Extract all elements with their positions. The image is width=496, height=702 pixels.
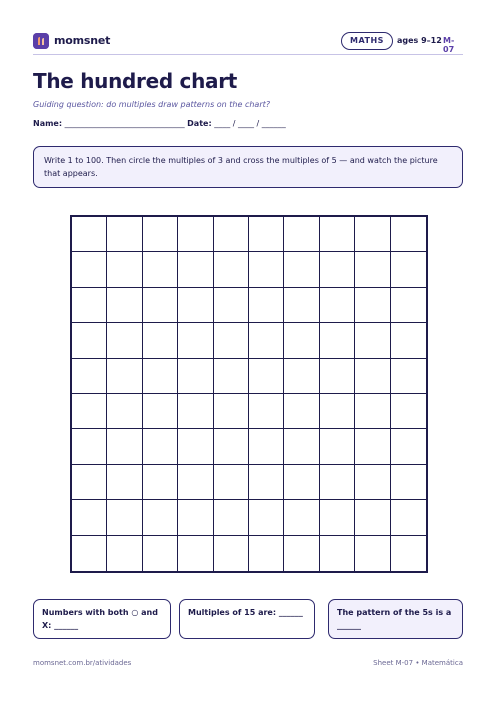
grid-cell <box>320 536 355 571</box>
grid-cell <box>214 394 249 429</box>
grid-cell <box>178 465 213 500</box>
hundred-chart <box>70 215 428 573</box>
grid-cell <box>249 429 284 464</box>
grid-cell <box>320 217 355 252</box>
grid-cell <box>214 323 249 358</box>
grid-cell <box>249 323 284 358</box>
answer-box-pattern-5s <box>328 599 463 639</box>
grid-cell <box>284 394 319 429</box>
grid-cell <box>143 288 178 323</box>
grid-cell <box>107 288 142 323</box>
grid-cell <box>143 500 178 535</box>
grid-cell <box>355 359 390 394</box>
grid-cell <box>214 536 249 571</box>
grid-cell <box>355 394 390 429</box>
grid-cell <box>284 536 319 571</box>
grid-cell <box>355 252 390 287</box>
answer-box-pattern-5s-text: The pattern of the 5s is a ______ <box>337 608 452 630</box>
grid-cell <box>355 465 390 500</box>
grid-cell <box>355 288 390 323</box>
date-blank: ____ / ____ / ______ <box>214 119 286 128</box>
grid-cell <box>391 429 426 464</box>
grid-cell <box>178 217 213 252</box>
grid-cell <box>284 359 319 394</box>
grid-cell <box>143 394 178 429</box>
grid-cell <box>143 429 178 464</box>
page-title: The hundred chart <box>33 69 238 93</box>
grid-cell <box>320 288 355 323</box>
grid-cell <box>72 252 107 287</box>
grid-cell <box>72 359 107 394</box>
grid-cell <box>72 288 107 323</box>
grid-cell <box>107 323 142 358</box>
grid-cell <box>320 465 355 500</box>
grid-cell <box>355 536 390 571</box>
grid-cell <box>143 252 178 287</box>
grid-cell <box>72 536 107 571</box>
grid-cell <box>214 217 249 252</box>
grid-cell <box>320 429 355 464</box>
grid-cell <box>107 500 142 535</box>
header <box>33 32 463 54</box>
grid-cell <box>249 394 284 429</box>
grid-cell <box>391 500 426 535</box>
grid-cell <box>178 323 213 358</box>
grid-cell <box>143 323 178 358</box>
grid-cell <box>391 252 426 287</box>
grid-cell <box>178 429 213 464</box>
grid-cell <box>143 359 178 394</box>
grid-cell <box>107 394 142 429</box>
grid-cell <box>391 359 426 394</box>
grid-cell <box>249 359 284 394</box>
grid-cell <box>391 465 426 500</box>
grid-cell <box>143 465 178 500</box>
grid-cell <box>249 500 284 535</box>
grid-cell <box>284 429 319 464</box>
grid-cell <box>107 217 142 252</box>
grid-cell <box>178 536 213 571</box>
grid-cell <box>284 252 319 287</box>
footer-url: momsnet.com.br/atividades <box>33 659 132 667</box>
grid-cell <box>107 465 142 500</box>
grid-cell <box>72 500 107 535</box>
grid-cell <box>72 394 107 429</box>
grid-cell <box>107 536 142 571</box>
grid-cell <box>320 500 355 535</box>
name-blank: ______________________________ <box>64 119 185 128</box>
grid-cell <box>355 500 390 535</box>
grid-cell <box>214 465 249 500</box>
grid-cell <box>178 500 213 535</box>
grid-cell <box>214 500 249 535</box>
grid-cell <box>320 359 355 394</box>
footer-sheet-info: Sheet M-07 • Matemática <box>373 659 463 667</box>
grid-cell <box>107 359 142 394</box>
answer-box-multiples-15 <box>179 599 315 639</box>
answer-box-multiples-15-text: Multiples of 15 are: ______ <box>188 608 303 617</box>
grid-cell <box>72 217 107 252</box>
grid-cell <box>143 536 178 571</box>
grid-cell <box>249 465 284 500</box>
grid-cell <box>143 217 178 252</box>
grid-cell <box>249 252 284 287</box>
name-date-row <box>33 119 286 128</box>
age-range: ages 9–12 <box>397 36 442 45</box>
header-divider <box>33 54 463 55</box>
instruction-box <box>33 146 463 188</box>
grid-cell <box>72 323 107 358</box>
grid-cell <box>249 536 284 571</box>
grid-cell <box>178 288 213 323</box>
grid-cell <box>178 394 213 429</box>
grid-cell <box>178 252 213 287</box>
grid-cell <box>284 465 319 500</box>
grid-cell <box>249 288 284 323</box>
grid-cell <box>214 359 249 394</box>
instruction-text: Write 1 to 100. Then circle the multiples of 3 and cross the multiples of 5 — and watch the picture that appears. <box>44 156 438 178</box>
grid-cell <box>249 217 284 252</box>
grid-cell <box>107 252 142 287</box>
date-label: Date: <box>187 119 212 128</box>
answer-box-both-text: Numbers with both ○ and X: ______ <box>42 608 158 630</box>
grid-cell <box>355 217 390 252</box>
grid-cell <box>214 288 249 323</box>
grid-cell <box>355 323 390 358</box>
name-label: Name: <box>33 119 63 128</box>
momsnet-logo-icon <box>33 33 49 49</box>
grid-cell <box>72 465 107 500</box>
grid-cell <box>178 359 213 394</box>
sheet-code: M-07 <box>443 36 455 54</box>
grid-cell <box>320 394 355 429</box>
hundred-chart-grid <box>72 217 426 571</box>
grid-cell <box>391 394 426 429</box>
grid-cell <box>284 217 319 252</box>
grid-cell <box>214 252 249 287</box>
grid-cell <box>391 217 426 252</box>
grid-cell <box>284 323 319 358</box>
grid-cell <box>284 288 319 323</box>
grid-cell <box>391 288 426 323</box>
grid-cell <box>355 429 390 464</box>
brand-name: momsnet <box>54 34 111 47</box>
grid-cell <box>72 429 107 464</box>
grid-cell <box>320 252 355 287</box>
grid-cell <box>284 500 319 535</box>
grid-cell <box>391 536 426 571</box>
grid-cell <box>214 429 249 464</box>
guiding-question: Guiding question: do multiples draw patterns on the chart? <box>33 100 271 109</box>
grid-cell <box>391 323 426 358</box>
grid-cell <box>320 323 355 358</box>
grid-cell <box>107 429 142 464</box>
subject-pill: MATHS <box>341 32 393 50</box>
answer-box-both <box>33 599 171 639</box>
